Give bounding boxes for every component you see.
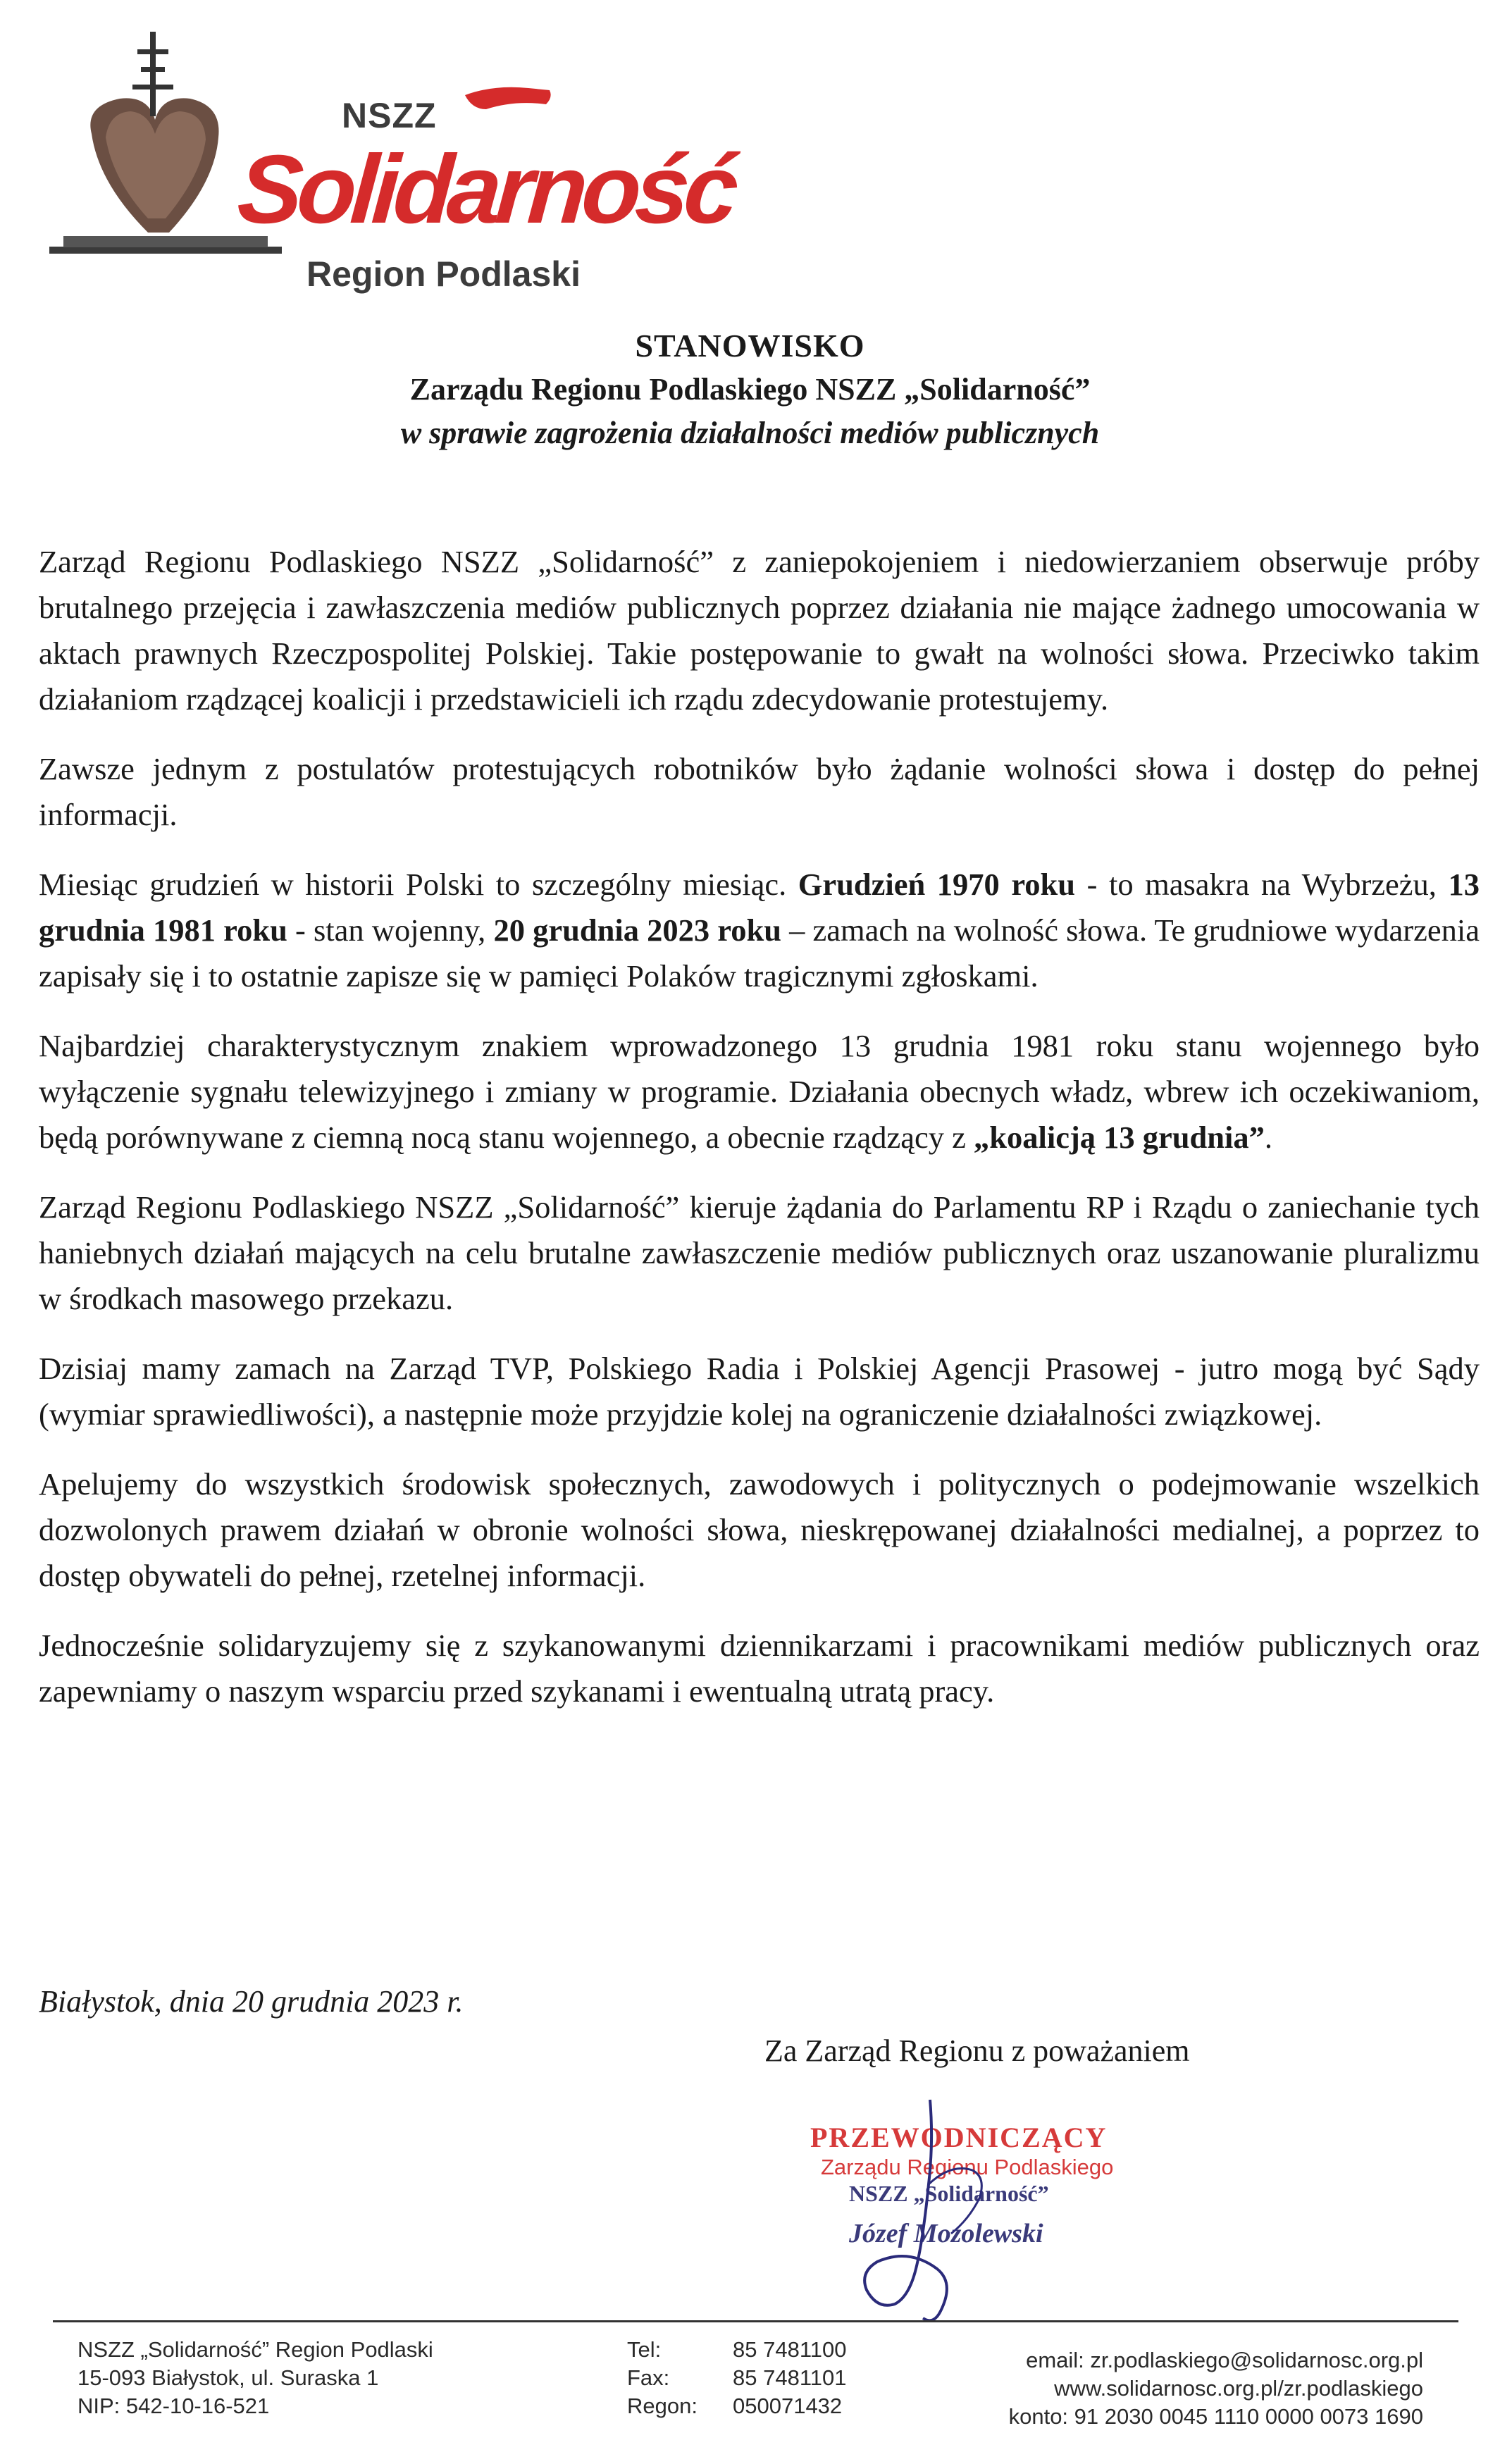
footer-konto: konto: 91 2030 0045 1110 0000 0073 1690 [1008,2404,1423,2429]
solidarnosc-logo [42,21,737,294]
footer-contact-values [733,2336,846,2420]
footer-nip: NIP: 542-10-16-521 [78,2394,270,2418]
footer-www: www.solidarnosc.org.pl/zr.podlaskiego [1054,2376,1423,2401]
fax-label: Fax: [627,2365,670,2390]
footer-email: email: zr.podlaskiego@solidarnosc.org.pl [1026,2348,1423,2372]
footer-divider [53,2320,1458,2322]
signature-icon [810,2086,1092,2339]
paragraph-3: Miesiąc grudzień w historii Polski to szczególny miesiąc. Grudzień 1970 roku - to masakra na Wybrzeżu, 13 grudnia 1981 roku - stan wojenny, 20 grudnia 2023 roku – zamach na wolność słowa. Te grudniowe wydarzenia zapisały się i to ostatnie zapisze się w pamięci Polaków tragicznymi zgłoskami. [39,867,1480,993]
regards: Za Zarząd Regionu z poważaniem [764,2033,1190,2068]
paragraph-1: Zarząd Regionu Podlaskiego NSZZ „Solidarność” z zaniepokojeniem i niedowierzaniem obserwuje próby brutalnego przejęcia i zawłaszczenia mediów publicznych poprzez działania nie mające żadnego umocowania w aktach prawnych Rzeczpospolitej Polskiej. Takie postępowanie to gwałt na wolności słowa. Przeciwko takim działaniom rządzącej koalicji i przedstawicieli ich rządu zdecydowanie protestujemy. [39,544,1480,717]
paragraph-8: Jednocześnie solidaryzujemy się z szykanowanymi dziennikarzami i pracownikami mediów publicznych oraz zapewniamy o naszym wsparciu przed szykanami i ewentualną utratą pracy. [39,1628,1480,1709]
regon-value: 050071432 [733,2394,843,2418]
paragraph-6: Dzisiaj mamy zamach na Zarząd TVP, Polskiego Radia i Polskiej Agencji Prasowej - jutro mogą być Sądy (wymiar sprawiedliwości), a następnie może przyjdzie kolej na ograniczenie działalności związkowej. [39,1351,1480,1432]
place-date: Białystok, dnia 20 grudnia 2023 r. [39,1984,464,2019]
logo-solidarnosc: Solidarność [234,135,737,244]
document-topic: w sprawie zagrożenia działalności mediów publicznych [400,416,1100,450]
paragraph-5: Zarząd Regionu Podlaskiego NSZZ „Solidarność” kieruje żądania do Parlamentu RP i Rządu o zaniechanie tych haniebnych działań mających na celu brutalne zawłaszczenie mediów publicznych oraz uszanowanie pluralizmu w środkach masowego przekazu. [39,1189,1480,1316]
footer-contact-labels [627,2336,698,2420]
footer-online [916,2346,1423,2431]
tel-value: 85 7481100 [733,2337,847,2362]
footer-address [78,2336,433,2420]
paragraph-2: Zawsze jednym z postulatów protestujących robotników było żądanie wolności słowa i dostęp do pełnej informacji. [39,751,1480,832]
stamp-title: PRZEWODNICZĄCY [810,2122,1108,2153]
regon-label: Regon: [627,2394,698,2418]
paragraph-4: Najbardziej charakterystycznym znakiem wprowadzonego 13 grudnia 1981 roku stanu wojennego było wyłączenie sygnału telewizyjnego i zmiany w programie. Działania obecnych władz, wbrew ich oczekiwaniom, będą porównywane z ciemną nocą stanu wojennego, a obecnie rządzący z „koalicją 13 grudnia”. [39,1028,1480,1155]
tel-label: Tel: [627,2337,662,2362]
document-body [39,539,1480,1738]
logo-nszz: NSZZ [342,96,437,135]
footer-street: 15-093 Białystok, ul. Suraska 1 [78,2365,379,2390]
footer-org: NSZZ „Solidarność” Region Podlaski [78,2337,433,2362]
paragraph-7: Apelujemy do wszystkich środowisk społecznych, zawodowych i politycznych o podejmowanie wszelkich dozwolonych prawem działań w obronie wolności słowa, nieskrępowanej działalności medialnej, a poprzez to dostęp obywateli do pełnej, rzetelnej informacji. [39,1466,1480,1593]
logo-region: Region Podlaski [306,254,581,294]
document-heading [0,324,1500,455]
stamp-union: NSZZ „Solidarność” [849,2181,1049,2206]
stamp-organization: Zarządu Regionu Podlaskiego [821,2155,1114,2179]
fax-value: 85 7481101 [733,2365,847,2390]
document-title: STANOWISKO [635,328,865,364]
document-subtitle: Zarządu Regionu Podlaskiego NSZZ „Solidarność” [409,372,1091,407]
stamp-name: Józef Mozolewski [849,2219,1043,2248]
